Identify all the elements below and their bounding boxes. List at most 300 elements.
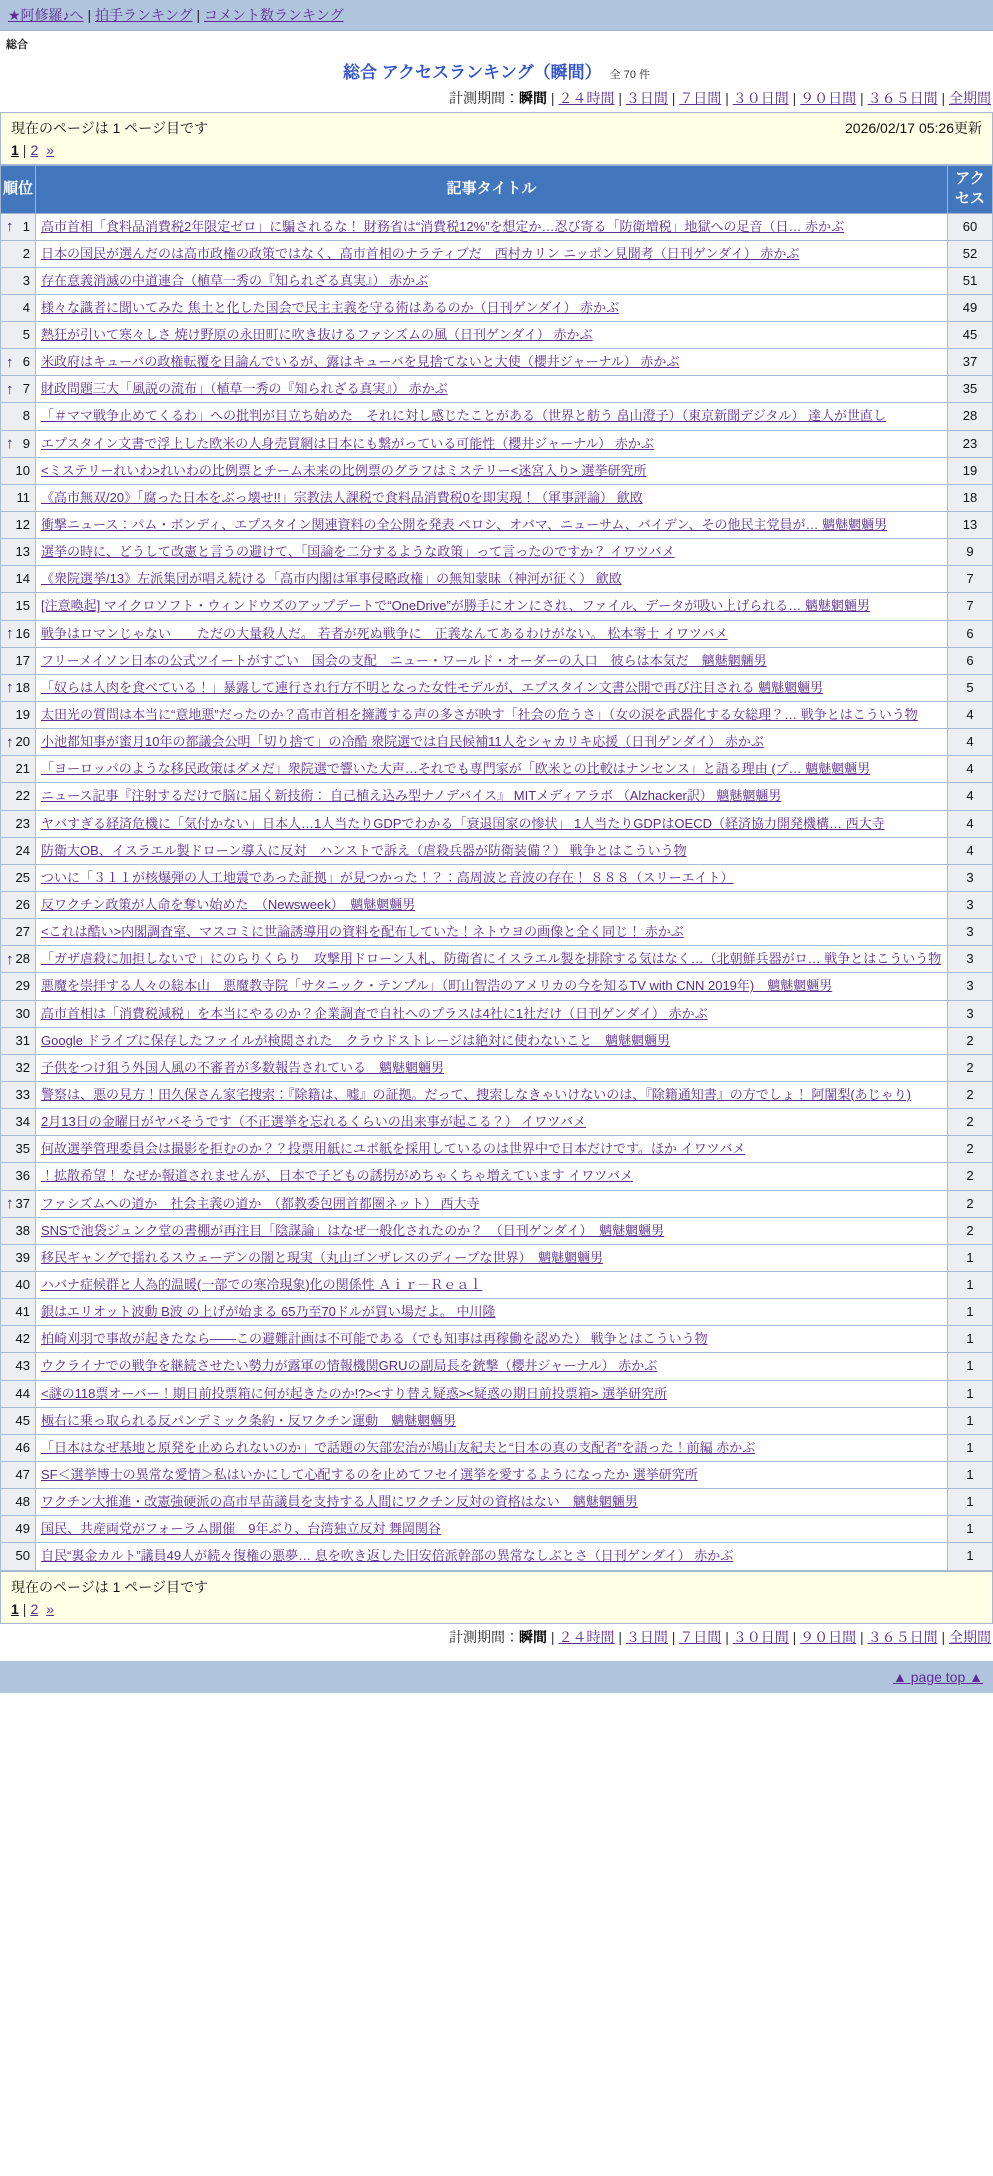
separator: | — [667, 1628, 680, 1645]
title-cell — [36, 213, 948, 240]
period-link[interactable]: ９０日間 — [800, 1628, 857, 1645]
footer-bar — [0, 1661, 993, 1693]
article-link[interactable]: ！拡散希望！ なぜか報道されませんが、日本で子どもの誘拐がめちゃくちゃ増えています イワツバメ — [41, 1168, 633, 1184]
rank-number: 9 — [22, 435, 30, 451]
title-cell — [36, 457, 948, 484]
table-row — [1, 1082, 993, 1109]
table-row — [1, 1434, 993, 1461]
title-cell — [36, 1380, 948, 1407]
title-cell — [36, 1461, 948, 1488]
article-link[interactable]: 選挙の時に、どうして改憲と言うの避けて、「国論を二分するような政策」って言ったのですか？ イワツバメ — [41, 544, 675, 560]
access-count: 60 — [948, 213, 993, 240]
article-link[interactable]: 極右に乗っ取られる反パンデミック条約・反ワクチン運動 魑魅魍魎男 — [41, 1412, 457, 1428]
rank-cell — [1, 376, 36, 403]
rank-number: 6 — [22, 354, 30, 370]
page-number-link[interactable]: 2 — [30, 1600, 39, 1617]
rank-number: 29 — [15, 978, 30, 994]
rank-number: 44 — [15, 1385, 30, 1401]
separator: | — [614, 1628, 626, 1645]
rank-cell — [1, 539, 36, 566]
page-links-bottom — [11, 1601, 982, 1617]
title-cell — [36, 1163, 948, 1190]
access-count: 1 — [948, 1489, 993, 1516]
rank-number: 50 — [15, 1548, 30, 1564]
title-cell — [36, 593, 948, 620]
article-link[interactable]: SF＜選挙博士の異常な愛情＞私はいかにして心配するのを止めてフセイ選挙を愛するようになったか 選挙研究所 — [41, 1466, 698, 1482]
rank-cell — [1, 1380, 36, 1407]
access-count: 37 — [948, 349, 993, 376]
rank-cell — [1, 430, 36, 457]
title-cell — [36, 1516, 948, 1543]
article-link[interactable]: 高市首相は「消費税減税」を本当にやるのか？企業調査で自社へのプラスは4社に1社だけ（日刊ゲンダイ） 赤かぶ — [41, 1005, 708, 1021]
access-count: 3 — [948, 1000, 993, 1027]
separator: | — [22, 142, 27, 158]
access-count: 1 — [948, 1461, 993, 1488]
rank-number: 23 — [15, 815, 30, 831]
article-link[interactable]: ワクチン大推進・改憲強硬派の高市早苗議員を支持する人間にワクチン反対の資格はない 魑魅魍魎男 — [41, 1494, 638, 1510]
separator: | — [83, 7, 95, 23]
rank-cell — [1, 1217, 36, 1244]
rank-number: 22 — [15, 788, 30, 804]
rank-cell — [1, 1543, 36, 1570]
article-link[interactable]: 悪魔を崇拝する人々の総本山 悪魔教寺院「サタニック・テンプル」（町山智浩のアメリカの今を知るTV with CNN 2019年) 魑魅魍魎男 — [41, 978, 833, 994]
table-row — [1, 810, 993, 837]
rank-number: 8 — [22, 408, 30, 424]
access-count: 1 — [948, 1326, 993, 1353]
access-count: 49 — [948, 294, 993, 321]
title-cell — [36, 484, 948, 511]
table-row — [1, 1326, 993, 1353]
period-link[interactable]: ３０日間 — [732, 1628, 789, 1645]
article-link[interactable]: [注意喚起] マイクロソフト・ウィンドウズのアップデートで“OneDrive”が勝手にオンにされ、ファイル、データが吸い上げられる… 魑魅魍魎男 — [41, 598, 870, 614]
page-number-link[interactable]: 1 — [11, 142, 19, 158]
rank-column-header: 順位 — [1, 166, 36, 214]
rank-number: 30 — [15, 1005, 30, 1021]
title-cell — [36, 376, 948, 403]
table-row — [1, 213, 993, 240]
rank-number: 45 — [15, 1412, 30, 1428]
rank-number: 40 — [15, 1276, 30, 1292]
ranking-table — [0, 165, 993, 1571]
title-cell — [36, 647, 948, 674]
rank-cell — [1, 837, 36, 864]
rank-cell — [1, 1244, 36, 1271]
rank-cell — [1, 647, 36, 674]
period-link[interactable]: ２４時間 — [558, 1628, 615, 1645]
table-row — [1, 240, 993, 267]
rank-cell — [1, 1516, 36, 1543]
next-pages-link[interactable]: » — [46, 1600, 55, 1617]
category-label: 総合 — [6, 39, 28, 51]
access-count: 1 — [948, 1244, 993, 1271]
access-count: 23 — [948, 430, 993, 457]
access-count: 1 — [948, 1271, 993, 1298]
rank-cell — [1, 322, 36, 349]
table-row — [1, 376, 993, 403]
article-link[interactable]: 「日本はなぜ基地と原発を止められないのか」で話題の矢部宏治が鳩山友紀夫と“日本の真の支配者”を語った！前編 赤かぶ — [41, 1439, 756, 1455]
title-cell — [36, 1000, 948, 1027]
access-count: 4 — [948, 729, 993, 756]
rank-cell — [1, 919, 36, 946]
access-count: 18 — [948, 484, 993, 511]
article-link[interactable]: 存在意義消滅の中道連合（植草一秀の『知られざる真実』） 赤かぶ — [41, 272, 429, 288]
access-count: 1 — [948, 1299, 993, 1326]
topbar-link[interactable]: コメント数ランキング — [204, 7, 344, 23]
rank-cell — [1, 756, 36, 783]
access-count: 13 — [948, 512, 993, 539]
article-link[interactable]: <謎の118票オーバー！期日前投票箱に何が起きたのか!?><すり替え疑惑><疑惑の期日前投票箱> 選挙研究所 — [41, 1385, 668, 1401]
rank-number: 43 — [15, 1358, 30, 1374]
separator: | — [856, 90, 868, 106]
rank-cell — [1, 1299, 36, 1326]
article-link[interactable]: エプスタイン文書で浮上した欧米の人身売買網は日本にも繋がっている可能性（櫻井ジャーナル） 赤かぶ — [41, 435, 654, 451]
table-row — [1, 864, 993, 891]
rank-cell — [1, 1489, 36, 1516]
period-link[interactable]: ３６５日間 — [867, 90, 938, 106]
table-row — [1, 1461, 993, 1488]
access-count: 1 — [948, 1434, 993, 1461]
article-link[interactable]: 小池都知事が蜜月10年の都議会公明「切り捨て」の冷酷 衆院選では自民候補11人をシャカリキ応援（日刊ゲンダイ） 赤かぶ — [41, 734, 764, 750]
article-link[interactable]: フリーメイソン日本の公式ツイートがすごい 国会の支配 ニュー・ワールド・オーダーの入口 彼らは本気だ 魑魅魍魎男 — [41, 652, 767, 668]
updated-timestamp: 2026/02/17 05:26更新 — [845, 120, 982, 136]
table-row — [1, 729, 993, 756]
access-count: 19 — [948, 457, 993, 484]
article-link[interactable]: <ミステリーれいわ>れいわの比例票とチーム未来の比例票のグラフはミステリー<迷宮入り> 選挙研究所 — [41, 462, 647, 478]
article-link[interactable]: ニュース記事『注射するだけで脳に届く新技術： 自己植え込み型ナノデバイス』 MITメディアラボ （Alzhacker訳） 魑魅魍魎男 — [41, 788, 782, 804]
rank-cell — [1, 864, 36, 891]
table-row — [1, 1271, 993, 1298]
rank-cell — [1, 973, 36, 1000]
total-count: 全 70 件 — [609, 69, 651, 81]
title-cell — [36, 756, 948, 783]
table-row — [1, 1000, 993, 1027]
table-row — [1, 620, 993, 647]
rank-number: 18 — [15, 679, 30, 695]
table-row — [1, 1407, 993, 1434]
table-row — [1, 1516, 993, 1543]
access-count: 1 — [948, 1380, 993, 1407]
access-count: 3 — [948, 973, 993, 1000]
table-row — [1, 1109, 993, 1136]
rank-cell — [1, 1136, 36, 1163]
article-link[interactable]: 柏崎刈羽で事故が起きたなら——この避難計画は不可能である（でも知事は再稼働を認めた） 戦争とはこういう物 — [41, 1331, 708, 1347]
table-row — [1, 1163, 993, 1190]
rank-number: 17 — [15, 652, 30, 668]
period-label: 計測期間： — [449, 90, 520, 106]
article-link[interactable]: 「＃ママ戦争止めてくるわ」への批判が目立ち始めた それに対し感じたことがある（世界と舫う 畠山澄子）（東京新聞デジタル） 達人が世直し — [41, 408, 886, 424]
separator: | — [721, 1628, 733, 1645]
article-link[interactable]: ファシズムへの道か 社会主義の道か （都教委包囲首都圏ネット） 西大寺 — [41, 1195, 480, 1211]
table-row — [1, 566, 993, 593]
separator: | — [22, 1600, 27, 1617]
topbar-link[interactable]: ★阿修羅♪へ — [8, 7, 84, 23]
access-count: 7 — [948, 593, 993, 620]
article-link[interactable]: 米政府はキューバの政権転覆を目論んでいるが、露はキューバを見捨てないと大使（櫻井ジャーナル） 赤かぶ — [41, 354, 680, 370]
title-cell — [36, 1082, 948, 1109]
rank-number: 42 — [15, 1331, 30, 1347]
table-row — [1, 1299, 993, 1326]
article-link[interactable]: 「ガザ虐殺に加担しないで」にのらりくらり 攻撃用ドローン入札、防衛省にイスラエル製を排除する気はなく…（北朝鮮兵器がロ… 戦争とはこういう物 — [41, 951, 942, 967]
title-cell — [36, 240, 948, 267]
article-link[interactable]: 2月13日の金曜日がヤバそうです（不正選挙を忘れるくらいの出来事が起こる？） イワツバメ — [41, 1114, 587, 1130]
separator: | — [937, 1628, 949, 1645]
title-cell — [36, 1271, 948, 1298]
page-top-link[interactable]: ▲ page top ▲ — [893, 1668, 983, 1685]
rank-cell — [1, 1000, 36, 1027]
rank-number: 41 — [15, 1304, 30, 1320]
table-row — [1, 403, 993, 430]
article-link[interactable]: 警察は、悪の見方！田久保さん家宅捜索：『除籍は、嘘』の証拠。だって、捜索しなきゃいけないのは、『除籍通知書』の方でしょ！ 阿闍梨(あじゃり) — [41, 1087, 912, 1102]
title-cell — [36, 349, 948, 376]
access-count: 2 — [948, 1054, 993, 1081]
article-link[interactable]: 「ヨーロッパのような移民政策はダメだ」衆院選で響いた大声…それでも専門家が「欧米との比較はナンセンス」と語る理由 (プ… 魑魅魍魎男 — [41, 761, 871, 777]
rank-number: 28 — [15, 951, 30, 967]
article-link[interactable]: 衝撃ニュース：パム・ボンディ、エプスタイン関連資料の全公開を発表 ペロシ、オバマ、ニューサム、バイデン、その他民主党員が… 魑魅魍魎男 — [41, 517, 888, 533]
table-row — [1, 1054, 993, 1081]
title-line — [0, 54, 993, 85]
table-row — [1, 674, 993, 701]
title-cell — [36, 946, 948, 973]
rank-number: 5 — [22, 327, 30, 343]
period-selector-top — [0, 85, 993, 112]
table-row — [1, 973, 993, 1000]
access-count: 1 — [948, 1516, 993, 1543]
pagination-box-bottom — [0, 1571, 993, 1624]
period-link[interactable]: ２４時間 — [558, 90, 615, 106]
rank-up-icon: ↑ — [6, 218, 14, 236]
access-count: 2 — [948, 1190, 993, 1217]
rank-number: 47 — [15, 1466, 30, 1482]
access-count: 3 — [948, 892, 993, 919]
rank-number: 36 — [15, 1168, 30, 1184]
rank-cell — [1, 403, 36, 430]
period-link[interactable]: ３日間 — [625, 1628, 668, 1645]
access-count: 51 — [948, 267, 993, 294]
access-count: 3 — [948, 946, 993, 973]
title-cell — [36, 1434, 948, 1461]
separator: | — [788, 90, 801, 106]
rank-number: 48 — [15, 1494, 30, 1510]
rank-cell — [1, 620, 36, 647]
access-count: 7 — [948, 566, 993, 593]
rank-cell — [1, 267, 36, 294]
table-row — [1, 1027, 993, 1054]
period-link[interactable]: ９０日間 — [800, 90, 857, 106]
access-count: 4 — [948, 783, 993, 810]
access-count: 2 — [948, 1027, 993, 1054]
table-header-row — [1, 166, 993, 214]
article-link[interactable]: Google ドライブに保存したファイルが検閲された クラウドストレージは絶対に使わないこと 魑魅魍魎男 — [41, 1032, 671, 1048]
rank-cell — [1, 1054, 36, 1081]
table-row — [1, 1217, 993, 1244]
table-row — [1, 756, 993, 783]
rank-number: 15 — [15, 598, 30, 614]
article-link[interactable]: 様々な識者に聞いてみた 焦土と化した国会で民主主義を守る術はあるのか（日刊ゲンダイ） 赤かぶ — [41, 299, 620, 315]
title-cell — [36, 267, 948, 294]
table-row — [1, 1353, 993, 1380]
table-row — [1, 322, 993, 349]
rank-cell — [1, 1326, 36, 1353]
title-cell — [36, 729, 948, 756]
rank-number: 49 — [15, 1521, 30, 1537]
rank-number: 16 — [15, 625, 30, 641]
rank-cell — [1, 1271, 36, 1298]
access-count: 4 — [948, 837, 993, 864]
rank-number: 14 — [15, 571, 30, 587]
current-page-text: 現在のページは 1 ページ目です — [11, 120, 209, 136]
article-link[interactable]: 自民“裏金カルト”議員49人が続々復権の悪夢… 息を吹き返した旧安倍派幹部の異常なしぶとさ（日刊ゲンダイ） 赤かぶ — [41, 1548, 734, 1564]
rank-number: 1 — [22, 218, 30, 234]
rank-up-icon: ↑ — [6, 733, 14, 751]
article-link[interactable]: 《衆院選挙/13》左派集団が唱え続ける「高市内閣は軍事侵略政権」の無知蒙昧（神河が征く） 歛敃 — [41, 571, 622, 587]
separator: | — [614, 90, 626, 106]
period-link[interactable]: ３日間 — [625, 90, 668, 106]
rank-number: 33 — [15, 1087, 30, 1102]
title-cell — [36, 892, 948, 919]
rank-number: 32 — [15, 1059, 30, 1075]
table-row — [1, 647, 993, 674]
access-count: 35 — [948, 376, 993, 403]
rank-cell — [1, 892, 36, 919]
title-cell — [36, 674, 948, 701]
rank-cell — [1, 1353, 36, 1380]
rank-number: 10 — [15, 462, 30, 478]
article-link[interactable]: ハバナ症候群と人為的温暖(一部での寒冷現象)化の関係性 Ａｉｒ－Ｒｅａｌ — [41, 1276, 483, 1292]
article-link[interactable]: 高市首相「食料品消費税2年限定ゼロ」に騙されるな！ 財務省は“消費税12%”を想定か…忍び寄る「防衛増税」地獄への足音（日… 赤かぶ — [41, 218, 845, 234]
title-cell — [36, 837, 948, 864]
article-link[interactable]: 何故選挙管理委員会は撮影を拒むのか？？投票用紙にユポ紙を採用しているのは世界中で日本だけです。ほか イワツバメ — [41, 1141, 746, 1157]
title-cell — [36, 1353, 948, 1380]
title-cell — [36, 1299, 948, 1326]
rank-number: 7 — [22, 381, 30, 397]
rank-number: 46 — [15, 1439, 30, 1455]
next-pages-link[interactable]: » — [46, 142, 55, 158]
article-link[interactable]: 子供をつけ狙う外国人風の不審者が多数報告されている 魑魅魍魎男 — [41, 1059, 445, 1075]
table-row — [1, 430, 993, 457]
rank-cell — [1, 1190, 36, 1217]
article-link[interactable]: 反ワクチン政策が人命を奪い始めた （Newsweek） 魑魅魍魎男 — [41, 897, 416, 913]
title-column-header: 記事タイトル — [36, 166, 948, 214]
rank-cell — [1, 349, 36, 376]
rank-number: 26 — [15, 897, 30, 913]
access-count: 4 — [948, 810, 993, 837]
access-count: 2 — [948, 1082, 993, 1109]
title-cell — [36, 702, 948, 729]
current-page-text: 現在のページは 1 ページ目です — [11, 1578, 209, 1595]
access-count: 5 — [948, 674, 993, 701]
rank-number: 34 — [15, 1114, 30, 1130]
rank-cell — [1, 213, 36, 240]
article-link[interactable]: ヤバすぎる経済危機に「気付かない」日本人…1人当たりGDPでわかる「衰退国家の惨状」 1人当たりGDPはOECD（経済協力開発機構… 西大寺 — [41, 815, 885, 831]
title-cell — [36, 1326, 948, 1353]
top-link-bar — [0, 0, 993, 31]
rank-cell — [1, 512, 36, 539]
topbar-link[interactable]: 拍手ランキング — [94, 7, 193, 23]
title-cell — [36, 919, 948, 946]
access-count: 45 — [948, 322, 993, 349]
rank-cell — [1, 566, 36, 593]
table-row — [1, 919, 993, 946]
pagination-box-top — [0, 112, 993, 165]
separator: | — [192, 7, 204, 23]
table-row — [1, 484, 993, 511]
table-row — [1, 1380, 993, 1407]
table-row — [1, 946, 993, 973]
period-current: 瞬間 — [519, 90, 548, 106]
period-link[interactable]: ３６５日間 — [867, 1628, 938, 1645]
article-link[interactable]: 戦争はロマンじゃない ただの大量殺人だ。 若者が死ぬ戦争に 正義なんてあるわけがない。 松本零士 イワツバメ — [41, 625, 728, 641]
separator: | — [547, 1628, 559, 1645]
article-link[interactable]: 銀はエリオット波動 B波 の上げが始まる 65乃至70ドルが買い場だよ。 中川隆 — [41, 1304, 496, 1320]
article-link[interactable]: 防衛大OB、イスラエル製ドローン導入に反対 ハンストで訴え（虐殺兵器が防衛装備？） 戦争とはこういう物 — [41, 842, 687, 858]
page-links-top — [11, 142, 982, 158]
access-count: 2 — [948, 1109, 993, 1136]
separator: | — [721, 90, 733, 106]
article-link[interactable]: 「奴らは人肉を食べている！」暴露して連行され行方不明となった女性モデルが、エプスタイン文書公開で再び注目される 魑魅魍魎男 — [41, 679, 824, 695]
article-link[interactable]: 太田光の質問は本当に“意地悪”だったのか？高市首相を擁護する声の多さが映す「社会の危うさ」（女の涙を武器化する女総理？… 戦争とはこういう物 — [41, 707, 918, 723]
access-column-header: アクセス — [948, 166, 993, 214]
rank-number: 21 — [15, 761, 30, 777]
article-link[interactable]: 移民ギャングで揺れるスウェーデンの闇と現実（丸山ゴンザレスのディープな世界） 魑魅魍魎男 — [41, 1249, 604, 1265]
rank-number: 19 — [15, 707, 30, 723]
period-link[interactable]: 全期間 — [949, 90, 991, 106]
period-label: 計測期間： — [449, 1628, 520, 1645]
table-row — [1, 1136, 993, 1163]
page-number-link[interactable]: 2 — [30, 142, 39, 158]
rank-up-icon: ↑ — [6, 625, 14, 643]
rank-cell — [1, 674, 36, 701]
period-link[interactable]: ３０日間 — [732, 90, 789, 106]
title-cell — [36, 1407, 948, 1434]
article-link[interactable]: 国民、共産両党がフォーラム開催 9年ぶり、台湾独立反対 舞岡関谷 — [41, 1521, 442, 1537]
article-link[interactable]: 財政問題三大「風説の流布」（植草一秀の『知られざる真実』） 赤かぶ — [41, 381, 448, 397]
access-count: 9 — [948, 539, 993, 566]
rank-number: 39 — [15, 1249, 30, 1265]
period-link[interactable]: ７日間 — [679, 90, 722, 106]
page-number-link[interactable]: 1 — [11, 1600, 19, 1617]
title-cell — [36, 1054, 948, 1081]
access-count: 3 — [948, 864, 993, 891]
table-row — [1, 539, 993, 566]
rank-number: 38 — [15, 1222, 30, 1238]
article-link[interactable]: 日本の国民が選んだのは高市政権の政策ではなく、高市首相のナラティブだ 西村カリン ニッポン見聞考（日刊ゲンダイ） 赤かぶ — [41, 245, 800, 261]
article-link[interactable]: ウクライナでの戦争を継続させたい勢力が露軍の情報機関GRUの副局長を銃撃（櫻井ジャーナル） 赤かぶ — [41, 1358, 658, 1374]
period-link[interactable]: 全期間 — [949, 1628, 991, 1645]
separator: | — [937, 90, 949, 106]
period-link[interactable]: ７日間 — [679, 1628, 722, 1645]
article-link[interactable]: 《高市無双/20》「腐った日本をぶっ壊せ!!」宗教法人課税で食料品消費税0を即実現！（軍事評論） 歛敃 — [41, 489, 643, 505]
article-link[interactable]: <これは酷い>内閣調査室、マスコミに世論誘導用の資料を配布していた！ネトウヨの画像と全く同じ！ 赤かぶ — [41, 924, 684, 940]
table-row — [1, 294, 993, 321]
rank-number: 2 — [22, 245, 30, 261]
rank-cell — [1, 729, 36, 756]
rank-up-icon: ↑ — [6, 950, 14, 968]
title-cell — [36, 1136, 948, 1163]
rank-number: 31 — [15, 1032, 30, 1048]
rank-cell — [1, 593, 36, 620]
rank-cell — [1, 294, 36, 321]
title-cell — [36, 403, 948, 430]
article-link[interactable]: ついに「３１１が核爆弾の人工地震であった証拠」が見つかった！？：高周波と音波の存在！ ８８８（スリーエイト） — [41, 869, 734, 885]
article-link[interactable]: SNSで池袋ジュンク堂の書棚が再注目「陰謀論」はなぜ一般化されたのか？ （日刊ゲンダイ） 魑魅魍魎男 — [41, 1222, 665, 1238]
rank-cell — [1, 1163, 36, 1190]
title-cell — [36, 430, 948, 457]
rank-up-icon: ↑ — [6, 679, 14, 697]
rank-cell — [1, 484, 36, 511]
access-count: 4 — [948, 756, 993, 783]
article-link[interactable]: 熱狂が引いて寒々しさ 焼け野原の永田町に吹き抜けるファシズムの風（日刊ゲンダイ） 赤かぶ — [41, 327, 593, 343]
rank-up-icon: ↑ — [6, 380, 14, 398]
